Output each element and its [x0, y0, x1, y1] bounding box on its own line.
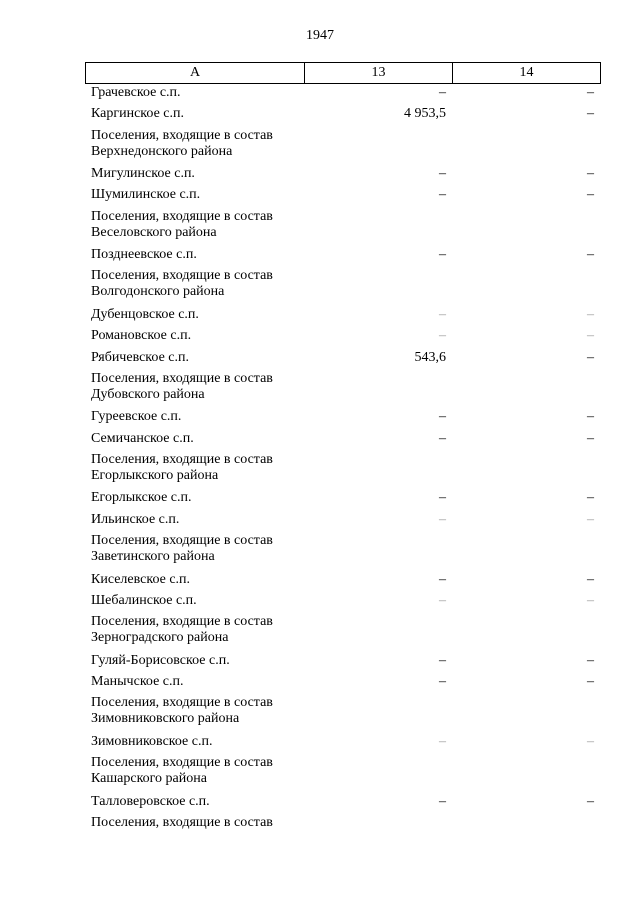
row-name: Дубенцовское с.п.	[91, 306, 199, 322]
row-value-13: 4 953,5	[404, 106, 446, 122]
row-value-13	[304, 755, 452, 794]
row-value-13: –	[439, 409, 446, 425]
row-value-14: –	[587, 490, 594, 506]
table-row	[85, 674, 601, 695]
row-value-14: –	[587, 652, 594, 668]
row-value-14: –	[587, 166, 594, 182]
row-name: Поселения, входящие в состав Верхнедонского района	[91, 127, 273, 159]
header-col-13: 13	[305, 63, 453, 83]
row-value-14: –	[587, 247, 594, 263]
row-value-14: –	[587, 328, 594, 344]
table-row	[85, 268, 601, 307]
table-row	[85, 815, 601, 836]
row-name: Гуреевское с.п.	[91, 409, 182, 425]
row-name: Поселения, входящие в состав Дубовского района	[91, 370, 273, 402]
row-name: Поселения, входящие в состав Егорлыкского района	[91, 451, 273, 483]
table-row	[85, 371, 601, 410]
row-value-13	[304, 533, 452, 572]
table-row	[85, 512, 601, 533]
table-row	[85, 106, 601, 127]
row-value-13: –	[439, 85, 446, 100]
row-name: Киселевское с.п.	[91, 571, 191, 587]
table-row	[85, 653, 601, 674]
row-value-13	[304, 268, 452, 307]
header-col-14: 14	[519, 65, 534, 80]
row-value-14: –	[587, 571, 594, 587]
row-name: Семичанское с.п.	[91, 430, 194, 446]
row-value-13	[304, 371, 452, 410]
data-table	[85, 62, 601, 836]
page-number: 1947	[306, 28, 334, 43]
row-name: Поселения, входящие в состав	[91, 814, 273, 830]
table-row	[85, 350, 601, 371]
row-value-13: –	[439, 793, 446, 809]
row-name: Поселения, входящие в состав Кашарского района	[91, 755, 273, 787]
table-row	[85, 794, 601, 815]
row-name: Манычское с.п.	[91, 673, 184, 689]
table-row	[85, 755, 601, 794]
table-body	[85, 85, 601, 836]
row-value-14	[452, 371, 599, 410]
row-value-13: –	[439, 571, 446, 587]
row-value-14: –	[587, 85, 594, 100]
row-value-14: –	[587, 106, 594, 122]
table-row	[85, 431, 601, 452]
table-row	[85, 572, 601, 593]
table-row	[85, 209, 601, 248]
row-name: Шебалинское с.п.	[91, 592, 197, 608]
row-value-13: –	[439, 430, 446, 446]
row-value-13	[304, 614, 452, 653]
table-row	[85, 490, 601, 511]
row-name: Ильинское с.п.	[91, 511, 180, 527]
row-name: Романовское с.п.	[91, 328, 192, 344]
row-value-14	[452, 755, 599, 794]
row-value-13	[304, 128, 452, 167]
row-name: Рябичевское с.п.	[91, 349, 189, 365]
row-value-13	[304, 452, 452, 491]
table-row	[85, 533, 601, 572]
row-value-13	[304, 209, 452, 248]
table-row	[85, 452, 601, 491]
row-name: Зимовниковское с.п.	[91, 733, 213, 749]
table-row	[85, 187, 601, 208]
row-value-14: –	[587, 793, 594, 809]
row-name: Грачевское с.п.	[91, 85, 181, 100]
row-value-13	[304, 695, 452, 734]
row-value-13	[304, 815, 452, 836]
row-name: Поселения, входящие в состав Волгодонского района	[91, 268, 273, 300]
row-value-14: –	[587, 306, 594, 322]
row-name: Егорлыкское с.п.	[91, 490, 192, 506]
row-value-14: –	[587, 592, 594, 608]
table-row	[85, 247, 601, 268]
row-name: Позднеевское с.п.	[91, 247, 197, 263]
row-value-14: –	[587, 349, 594, 365]
row-value-14	[452, 695, 599, 734]
row-value-14	[452, 452, 599, 491]
row-name: Шумилинское с.п.	[91, 187, 201, 203]
row-value-13: –	[439, 490, 446, 506]
table-row	[85, 695, 601, 734]
row-value-14	[452, 533, 599, 572]
table-row	[85, 307, 601, 328]
row-value-13: –	[439, 673, 446, 689]
row-value-13: –	[439, 187, 446, 203]
table-header	[85, 62, 601, 84]
row-value-13: –	[439, 592, 446, 608]
row-value-14: –	[587, 733, 594, 749]
row-name: Талловеровское с.п.	[91, 793, 210, 809]
table-row	[85, 409, 601, 430]
row-value-13: –	[439, 166, 446, 182]
row-value-13: –	[439, 328, 446, 344]
row-name: Поселения, входящие в состав Веселовского района	[91, 208, 273, 240]
header-col-a: А	[86, 63, 305, 83]
row-name: Поселения, входящие в состав Заветинского района	[91, 533, 273, 565]
row-name: Поселения, входящие в состав Зерноградского района	[91, 614, 273, 646]
table-row	[85, 734, 601, 755]
row-value-13: –	[439, 511, 446, 527]
row-name: Поселения, входящие в состав Зимовниковского района	[91, 695, 273, 727]
table-row	[85, 328, 601, 349]
row-value-14	[452, 209, 599, 248]
row-value-13: –	[439, 733, 446, 749]
row-value-14	[452, 268, 599, 307]
row-name: Мигулинское с.п.	[91, 166, 195, 182]
row-value-14: –	[587, 673, 594, 689]
table-row	[85, 593, 601, 614]
row-value-13: 543,6	[414, 349, 446, 365]
row-value-14: –	[587, 430, 594, 446]
row-value-14: –	[587, 187, 594, 203]
row-value-14	[452, 815, 599, 836]
table-row	[85, 85, 601, 106]
table-row	[85, 128, 601, 167]
row-value-13: –	[439, 247, 446, 263]
row-value-13: –	[439, 652, 446, 668]
table-row	[85, 166, 601, 187]
row-value-14	[452, 614, 599, 653]
row-value-14: –	[587, 409, 594, 425]
row-name: Гуляй-Борисовское с.п.	[91, 652, 230, 668]
row-value-14: –	[587, 511, 594, 527]
row-name: Каргинское с.п.	[91, 106, 184, 122]
row-value-14	[452, 128, 599, 167]
table-row	[85, 614, 601, 653]
row-value-13: –	[439, 306, 446, 322]
